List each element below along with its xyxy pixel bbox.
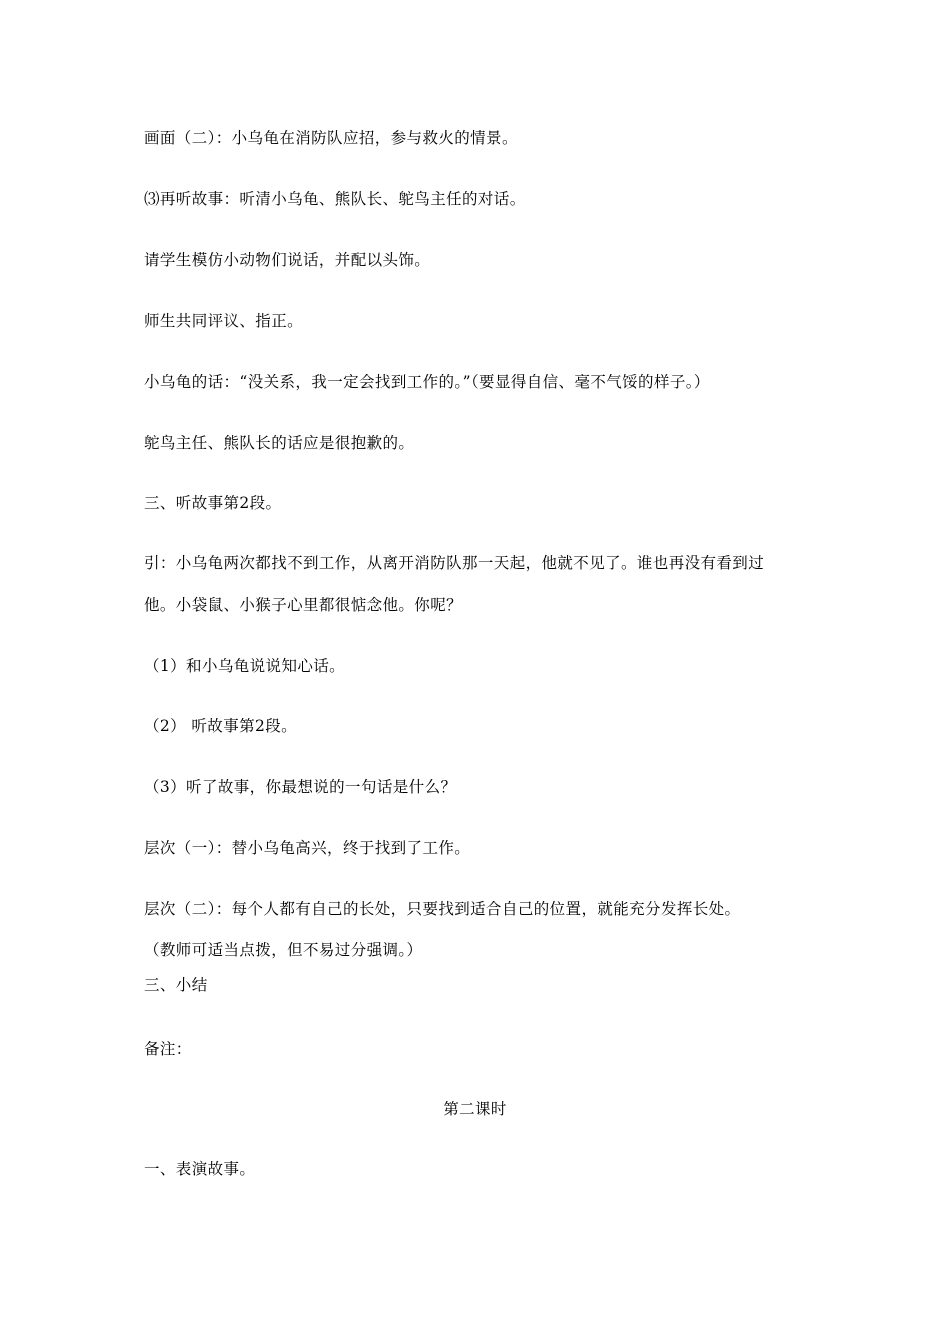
section-heading: 三、听故事第2段。 [144, 494, 282, 512]
lesson-title: 第二课时 [443, 1100, 507, 1118]
list-item: （1）和小乌龟说说知心话。 [144, 657, 346, 675]
paragraph: 鸵鸟主任、熊队长的话应是很抱歉的。 [144, 434, 415, 452]
remarks-label: 备注： [144, 1040, 192, 1058]
section-heading: 三、小结 [144, 976, 208, 994]
paragraph: 层次（一）：替小乌龟高兴，终于找到了工作。 [144, 839, 471, 857]
paragraph: 层次（二）：每个人都有自己的长处，只要找到适合自己的位置，就能充分发挥长处。 [144, 900, 741, 918]
section-heading: 一、表演故事。 [144, 1160, 256, 1178]
list-item: （2） 听故事第2段。 [144, 717, 298, 735]
paragraph-continuation: 他。小袋鼠、小猴子心里都很惦念他。你呢？ [144, 596, 463, 614]
list-item: （3）听了故事，你最想说的一句话是什么？ [144, 778, 457, 796]
paragraph: 引：小乌龟两次都找不到工作，从离开消防队那一天起，他就不见了。谁也再没有看到过 [144, 554, 765, 572]
paragraph: 小乌龟的话：“没关系，我一定会找到工作的。”（要显得自信、毫不气馁的样子。） [144, 373, 710, 391]
paragraph: ⑶再听故事：听清小乌龟、熊队长、鸵鸟主任的对话。 [144, 190, 526, 208]
paragraph: 师生共同评议、指正。 [144, 312, 304, 330]
paragraph: 画面（二）：小乌龟在消防队应招，参与救火的情景。 [144, 129, 518, 147]
paragraph: 请学生模仿小动物们说话，并配以头饰。 [144, 251, 431, 269]
paragraph-note: （教师可适当点拨，但不易过分强调。） [144, 941, 423, 959]
